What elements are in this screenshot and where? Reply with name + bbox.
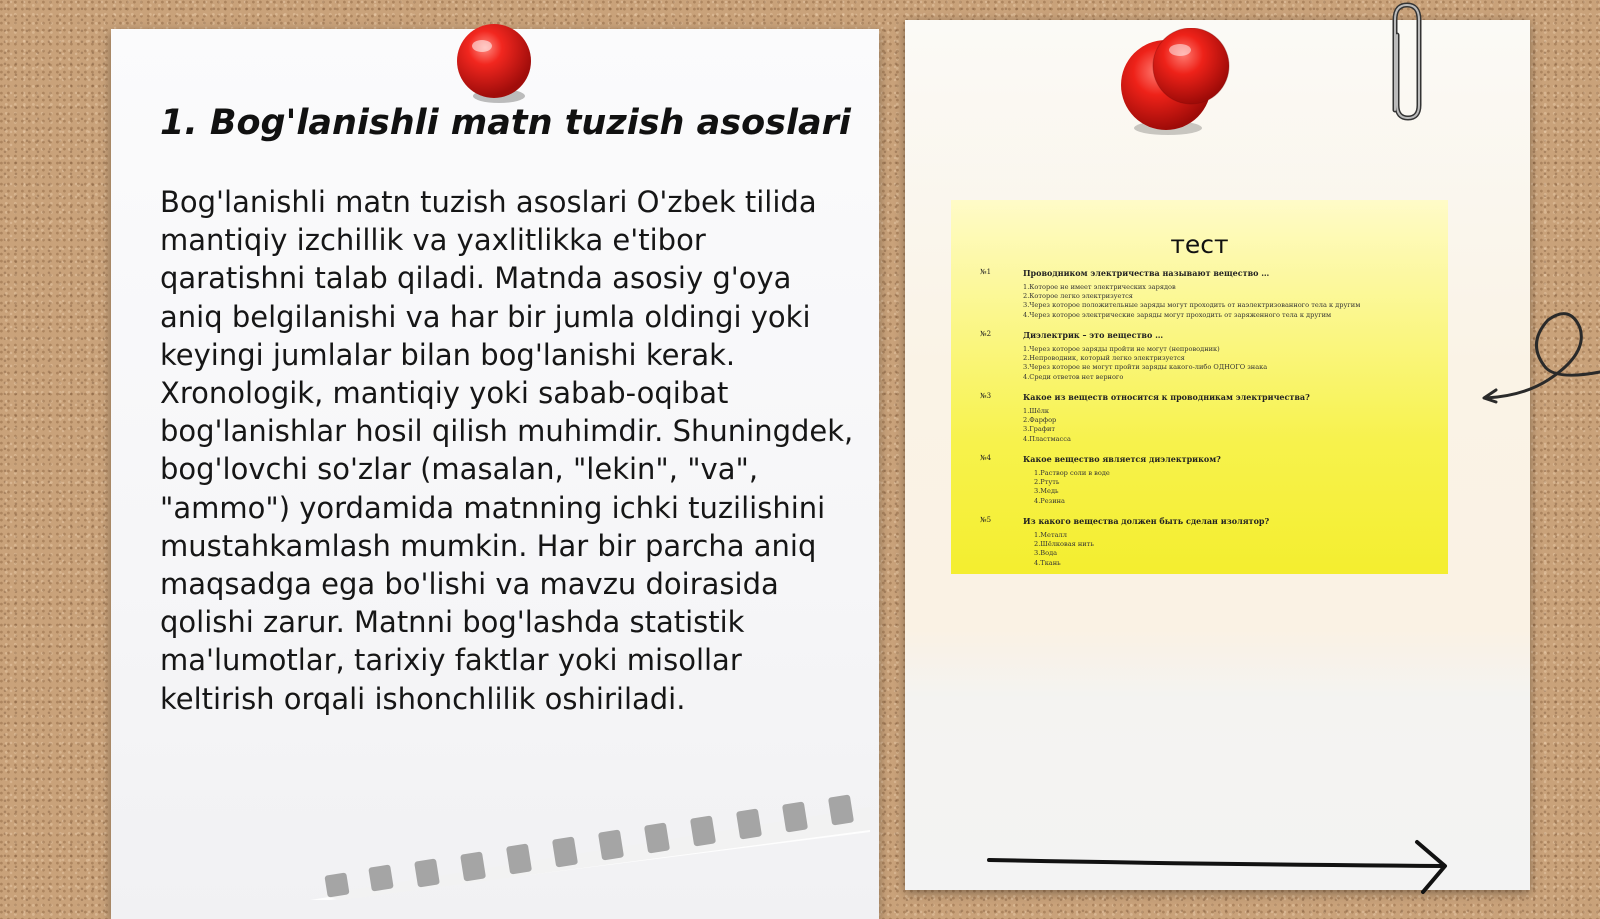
option: 4.Среди ответов нет верного bbox=[1023, 372, 1124, 381]
question-text: Диэлектрик – это вещество … bbox=[1023, 330, 1164, 340]
option: 1.Раствор соли в воде bbox=[1034, 469, 1110, 477]
question-options bbox=[1034, 531, 1094, 568]
option: 4.Пластмасса bbox=[1023, 434, 1071, 443]
question-options bbox=[1023, 407, 1071, 444]
paper-clip-icon bbox=[1375, 0, 1435, 130]
option: 2.Фарфор bbox=[1023, 416, 1057, 425]
option: 1.Металл bbox=[1034, 531, 1067, 539]
option: 1.Через которое заряды пройти не могут (непроводник) bbox=[1023, 345, 1220, 353]
question-text: Какое из веществ относится к проводникам электричества? bbox=[1023, 392, 1310, 402]
option: 3.Через которое не могут пройти заряды какого-либо ОДНОГО знака bbox=[1023, 363, 1268, 372]
tape-strip-icon bbox=[310, 790, 870, 900]
option: 1.Которое не имеет электрических зарядов bbox=[1023, 283, 1176, 291]
question-options bbox=[1034, 469, 1110, 506]
option: 2.Непроводник, который легко электризуется bbox=[1023, 354, 1185, 363]
question-number: №2 bbox=[980, 330, 992, 338]
option: 4.Ткань bbox=[1034, 558, 1061, 567]
question-options bbox=[1023, 345, 1267, 382]
option: 2.Ртуть bbox=[1034, 478, 1060, 487]
arrow-right-icon bbox=[985, 838, 1455, 898]
option: 2.Которое легко электризуется bbox=[1023, 292, 1133, 301]
option: 1.Шёлк bbox=[1023, 407, 1050, 415]
option: 3.Через которое положительные заряды могут проходить от наэлектризованного тела к другим bbox=[1023, 301, 1361, 310]
question-number: №4 bbox=[980, 454, 992, 462]
question-number: №1 bbox=[980, 268, 992, 276]
push-pin-icon bbox=[449, 18, 539, 108]
body-paragraph: Bog'lanishli matn tuzish asoslari O'zbek tilida mantiqiy izchillik va yaxlitlikka e'tibor qaratishni talab qiladi. Matnda asosiy g'oya aniq belgilanishi va har bir jumla oldingi yoki keyingi jumlalar bilan bog'lanishi kerak. Xronologik, mantiqiy yoki sabab-oqibat bog'lanishlar hosil qilish muhimdir. Shuningdek, bog'lovchi so'zlar (masalan, "lekin", "va", "ammo") yordamida matnning ichki tuzilishini mustahkamlash mumkin. Har bir parcha aniq maqsadga ega bo'lishi va mavzu doirasida qolishi zarur. Matnni bog'lashda statistik ma'lumotlar, tarixiy faktlar yoki misollar keltirish orqali ishonchlilik oshiriladi. bbox=[160, 185, 854, 716]
question-text: Из какого вещества должен быть сделан изолятор? bbox=[1023, 516, 1270, 526]
loop-arrow-doodle-icon bbox=[1478, 310, 1600, 410]
option: 4.Через которое электрические заряды могут проходить от заряженного тела к другим bbox=[1023, 310, 1332, 319]
question-number: №5 bbox=[980, 516, 992, 524]
option: 2.Шёлковая нить bbox=[1034, 540, 1094, 549]
question-number: №3 bbox=[980, 392, 992, 400]
option: 3.Вода bbox=[1034, 549, 1058, 558]
page-title: 1. Bog'lanishli matn tuzish asoslari bbox=[160, 103, 851, 143]
push-pin-icon bbox=[1118, 28, 1248, 138]
option: 4.Резина bbox=[1034, 496, 1065, 505]
option: 3.Медь bbox=[1034, 487, 1059, 496]
question-text: Проводником электричества называют вещество … bbox=[1023, 268, 1270, 278]
question-options bbox=[1023, 283, 1360, 320]
test-sheet bbox=[951, 200, 1448, 574]
question-text: Какое вещество является диэлектриком? bbox=[1023, 454, 1221, 464]
option: 3.Графит bbox=[1023, 425, 1056, 434]
test-sheet-title: тест bbox=[1170, 230, 1229, 259]
